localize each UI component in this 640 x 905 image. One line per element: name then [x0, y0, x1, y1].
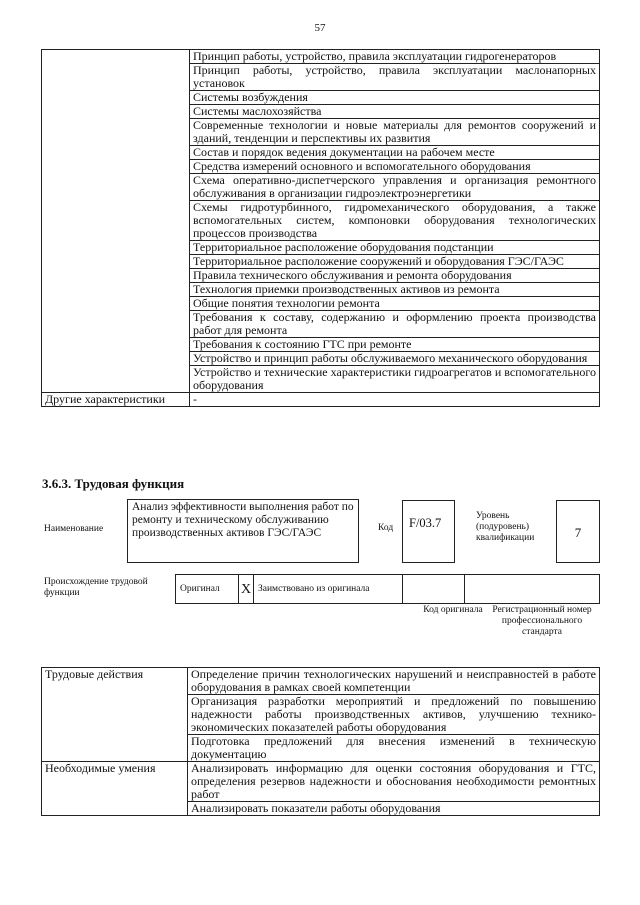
- borrowed-cell: Заимствовано из оригинала: [254, 575, 403, 604]
- knowledge-item: Требования к составу, содержанию и оформлению проекта производства работ для ремонта: [190, 311, 600, 338]
- labor-actions-table: [41, 667, 600, 816]
- knowledge-table: [41, 49, 600, 407]
- knowledge-item: Схема оперативно-диспетчерского управления и организация ремонтного обслуживания в организации гидроэлектроэнергетики: [190, 174, 600, 201]
- knowledge-item: Схемы гидротурбинного, гидромеханического оборудования, а также вспомогательных систем, компоновки оборудования технологических процессов производства: [190, 201, 600, 241]
- knowledge-item: Территориальное расположение сооружений и оборудования ГЭС/ГАЭС: [190, 255, 600, 269]
- skill-item: Анализировать показатели работы оборудования: [188, 802, 600, 816]
- table-row: [42, 668, 600, 695]
- function-name-box: Анализ эффективности выполнения работ по ремонту и техническому обслуживанию производственных активов ГЭС/ГАЭС: [127, 499, 359, 563]
- skill-item: Анализировать информацию для оценки состояния оборудования и ГТС, определения резервов надежности и обоснования необходимости ремонтных работ: [188, 762, 600, 802]
- qualification-level: 7: [556, 500, 600, 563]
- knowledge-item: Устройство и технические характеристики гидроагрегатов и вспомогательного оборудования: [190, 366, 600, 393]
- qualification-level-label: Уровень (подуровень) квалификации: [476, 511, 535, 543]
- labor-action-item: Организация разработки мероприятий и предложений по повышению надежности работы производственных активов, улучшению технико-экономических показателей работы оборудования: [188, 695, 600, 735]
- table-row: [42, 393, 600, 407]
- other-characteristics-value: -: [190, 393, 600, 407]
- knowledge-item: Принцип работы, устройство, правила эксплуатации гидрогенераторов: [190, 50, 600, 64]
- registration-number-cell: [465, 575, 600, 604]
- table-row: [176, 575, 600, 604]
- name-label: Наименование: [44, 524, 104, 534]
- labor-action-item: Подготовка предложений для внесения изменений в техническую документацию: [188, 735, 600, 762]
- original-cell: Оригинал: [176, 575, 239, 604]
- knowledge-item: Правила технического обслуживания и ремонта оборудования: [190, 269, 600, 283]
- knowledge-item: Современные технологии и новые материалы для ремонтов сооружений и зданий, тенденции и перспективы их развития: [190, 119, 600, 146]
- code-label: Код: [378, 523, 394, 533]
- knowledge-item: Технология приемки производственных активов из ремонта: [190, 283, 600, 297]
- knowledge-item: Средства измерений основного и вспомогательного оборудования: [190, 160, 600, 174]
- labor-action-item: Определение причин технологических нарушений и неисправностей в работе оборудования в рамках своей компетенции: [188, 668, 600, 695]
- knowledge-item: Принцип работы, устройство, правила эксплуатации маслонапорных установок: [190, 64, 600, 91]
- section-title: 3.6.3. Трудовая функция: [42, 476, 185, 491]
- knowledge-item: Системы возбуждения: [190, 91, 600, 105]
- table-row: [42, 762, 600, 802]
- knowledge-item: Общие понятия технологии ремонта: [190, 297, 600, 311]
- table-row: [42, 50, 600, 64]
- original-code-caption: Код оригинала: [423, 605, 483, 615]
- required-skills-label: Необходимые умения: [42, 762, 188, 816]
- knowledge-item: Устройство и принцип работы обслуживаемого механического оборудования: [190, 352, 600, 366]
- knowledge-item: Системы маслохозяйства: [190, 105, 600, 119]
- knowledge-item: Территориальное расположение оборудования подстанции: [190, 241, 600, 255]
- origin-label: Происхождение трудовой функции: [44, 577, 148, 598]
- knowledge-left-cell: [42, 50, 190, 393]
- page-number: 57: [314, 22, 326, 34]
- other-characteristics-label: Другие характеристики: [42, 393, 190, 407]
- original-mark: X: [239, 575, 254, 604]
- knowledge-item: Состав и порядок ведения документации на рабочем месте: [190, 146, 600, 160]
- function-code: F/03.7: [402, 500, 455, 563]
- registration-number-caption: Регистрационный номер профессионального стандарта: [492, 605, 592, 637]
- labor-actions-label: Трудовые действия: [42, 668, 188, 762]
- knowledge-item: Требования к состоянию ГТС при ремонте: [190, 338, 600, 352]
- origin-table: [175, 574, 600, 604]
- original-code-cell: [403, 575, 465, 604]
